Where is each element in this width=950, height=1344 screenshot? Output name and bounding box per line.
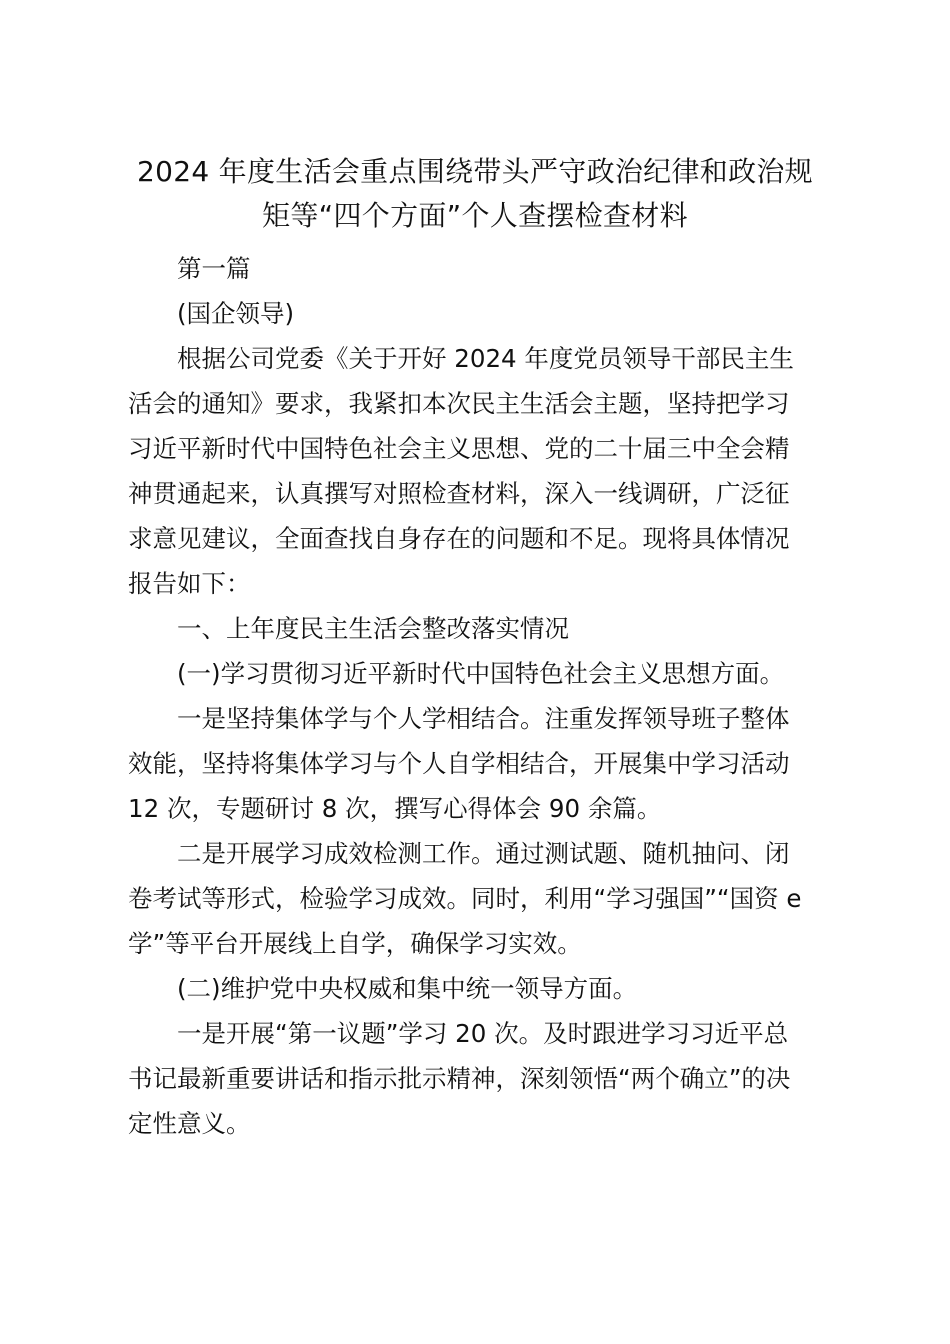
title-line: 矩等“四个方面”个人查摆检查材料 bbox=[262, 199, 688, 232]
paragraph-line: 一、上年度民主生活会整改落实情况 bbox=[177, 614, 569, 643]
paragraph-line: 一是坚持集体学与个人学相结合。注重发挥领导班子整体 bbox=[177, 704, 790, 733]
paragraph-line: (一)学习贯彻习近平新时代中国特色社会主义思想方面。 bbox=[177, 659, 785, 688]
body-paragraph bbox=[128, 831, 822, 966]
paragraph-line: 求意见建议，全面查找自身存在的问题和不足。现将具体情况 bbox=[128, 524, 790, 553]
document-title bbox=[118, 150, 832, 238]
subtitle-label bbox=[128, 291, 822, 336]
paragraph-line: 神贯通起来，认真撰写对照检查材料，深入一线调研，广泛征 bbox=[128, 479, 790, 508]
paragraph-line: (国企领导) bbox=[177, 299, 295, 328]
subsection-heading bbox=[128, 651, 822, 696]
document-page bbox=[128, 150, 822, 1146]
paragraph-line: 二是开展学习成效检测工作。通过测试题、随机抽问、闭 bbox=[177, 839, 790, 868]
title-line: 2024 年度生活会重点围绕带头严守政治纪律和政治规 bbox=[137, 155, 813, 188]
paragraph-line: 报告如下： bbox=[128, 569, 251, 598]
section-label bbox=[128, 246, 822, 291]
paragraph-line: 根据公司党委《关于开好 2024 年度党员领导干部民主生 bbox=[177, 344, 794, 373]
body-paragraph bbox=[128, 696, 822, 831]
paragraph-line: 12 次，专题研讨 8 次，撰写心得体会 90 余篇。 bbox=[128, 794, 662, 823]
paragraph-line: 习近平新时代中国特色社会主义思想、党的二十届三中全会精 bbox=[128, 434, 790, 463]
subsection-heading bbox=[128, 966, 822, 1011]
paragraph-line: 活会的通知》要求，我紧扣本次民主生活会主题，坚持把学习 bbox=[128, 389, 790, 418]
paragraph-line: 学”等平台开展线上自学，确保学习实效。 bbox=[128, 929, 582, 958]
paragraph-line: 定性意义。 bbox=[128, 1109, 251, 1138]
paragraph-line: 效能，坚持将集体学习与个人自学相结合，开展集中学习活动 bbox=[128, 749, 790, 778]
section-heading bbox=[128, 606, 822, 651]
paragraph-line: 一是开展“第一议题”学习 20 次。及时跟进学习习近平总 bbox=[177, 1019, 789, 1048]
paragraph-line: (二)维护党中央权威和集中统一领导方面。 bbox=[177, 974, 638, 1003]
body-paragraph bbox=[128, 1011, 822, 1146]
paragraph-line: 书记最新重要讲话和指示批示精神，深刻领悟“两个确立”的决 bbox=[128, 1064, 791, 1093]
paragraph-line: 第一篇 bbox=[177, 254, 251, 283]
paragraph-line: 卷考试等形式，检验学习成效。同时，利用“学习强国”“国资 e bbox=[128, 884, 802, 913]
intro-paragraph bbox=[128, 336, 822, 606]
